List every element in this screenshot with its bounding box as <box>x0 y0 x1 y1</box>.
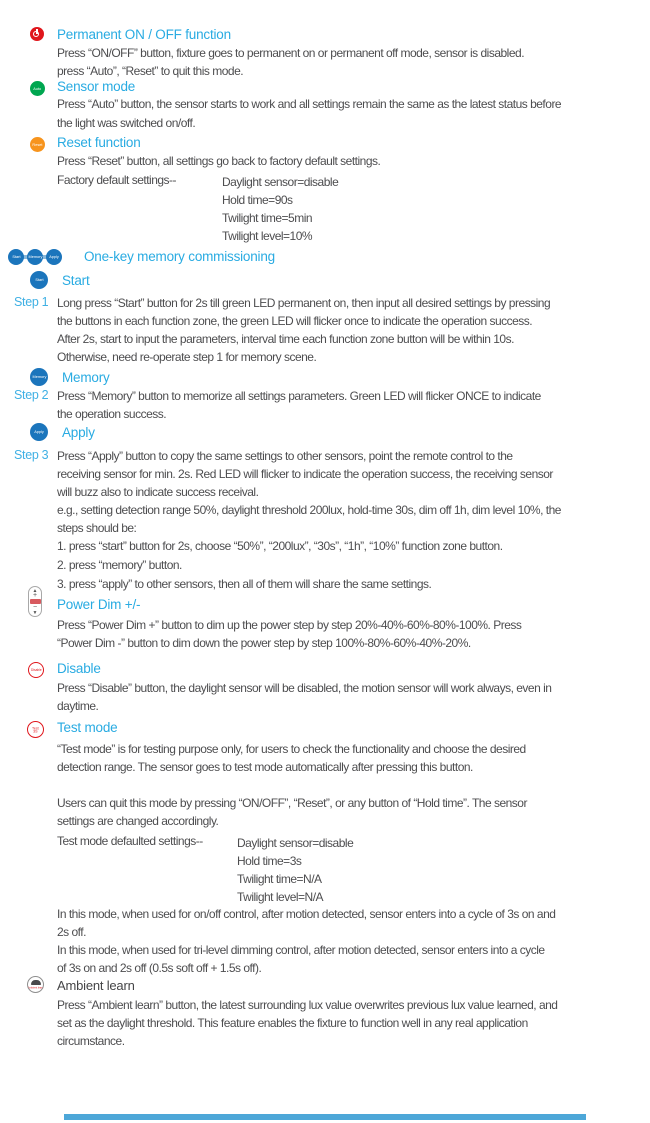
body-line: Otherwise, need re-operate step 1 for memory scene. <box>57 350 317 364</box>
default-value: Hold time=90s <box>222 193 293 207</box>
test-mode-para4 <box>57 941 545 977</box>
heading-ambient-learn: Ambient learn <box>57 978 135 993</box>
footer-accent-bar <box>64 1114 586 1120</box>
memory-icon <box>30 368 48 386</box>
body-line: Press “Memory” button to memorize all settings parameters. Green LED will flicker ONCE to indicate <box>57 389 541 403</box>
test-mode-icon-label <box>32 726 39 732</box>
start-icon-label: Start <box>34 277 44 282</box>
reset-icon-label: Reset <box>32 142 43 147</box>
test-mode-icon <box>27 721 44 738</box>
step-2-body <box>57 387 541 423</box>
step-3-label: Step 3 <box>14 448 49 462</box>
example-step: 1. press “start” button for 2s, choose “50%”, “200lux”, “30s”, “1h”, “10%” function zone button. <box>57 539 503 553</box>
body-line: detection range. The sensor goes to test mode automatically after pressing this button. <box>57 760 473 774</box>
body-line: of 3s on and 2s off (0.5s soft off + 1.5s off). <box>57 961 262 975</box>
test-default-label <box>57 832 203 850</box>
body-line: Factory default settings-- <box>57 173 177 187</box>
body-line: Long press “Start” button for 2s till green LED permanent on, then input all desired settings by pressing <box>57 296 551 310</box>
default-value: Daylight sensor=disable <box>222 175 339 189</box>
auto-icon-label: Auto <box>33 86 42 91</box>
test-default-values <box>237 834 353 906</box>
heading-reset-function: Reset function <box>57 135 141 150</box>
ambient-learn-icon-lens <box>31 980 41 985</box>
body-line: In this mode, when used for on/off control, after motion detected, sensor enters into a cycle of 3s on and <box>57 907 556 921</box>
power-dim-minus: − <box>32 603 38 611</box>
heading-disable: Disable <box>57 661 101 676</box>
memory-icon <box>27 249 43 265</box>
body-line: “Test mode” is for testing purpose only, for users to check the functionality and choose the desired <box>57 742 526 756</box>
start-icon <box>30 271 48 289</box>
default-value: Hold time=3s <box>237 854 302 868</box>
memory-icon-label: Memory <box>28 254 42 259</box>
body-line: daytime. <box>57 699 99 713</box>
default-value: Twilight time=N/A <box>237 872 322 886</box>
power-dim-icon <box>28 586 42 617</box>
step-1-body <box>57 294 550 366</box>
test-label-top: Test <box>32 725 39 730</box>
body-line: the light was switched on/off. <box>57 116 196 130</box>
disable-body <box>57 679 551 715</box>
heading-test-mode: Test mode <box>57 720 118 735</box>
body-line: After 2s, start to input the parameters, interval time each function zone button will be within 10s. <box>57 332 514 346</box>
body-line: “Power Dim -” button to dim down the power step by step 100%-80%-60%-40%-20%. <box>57 636 471 650</box>
test-mode-para2 <box>57 794 527 830</box>
factory-default-label <box>57 171 176 189</box>
body-line: Press “Auto” button, the sensor starts to work and all settings remain the same as the latest status before <box>57 97 562 111</box>
step-2-label: Step 2 <box>14 388 49 402</box>
auto-icon <box>30 81 45 96</box>
default-value: Daylight sensor=disable <box>237 836 354 850</box>
heading-one-key-memory: One-key memory commissioning <box>84 249 275 264</box>
body-line: Test mode defaulted settings-- <box>57 834 203 848</box>
body-line: 2s off. <box>57 925 86 939</box>
test-mode-para1 <box>57 740 526 776</box>
body-line: receiving sensor for min. 2s. Red LED will flicker to indicate the operation success, the receiving sensor <box>57 467 553 481</box>
default-value: Twilight level=10% <box>222 229 313 243</box>
heading-apply: Apply <box>62 425 95 440</box>
start-memory-apply-icons <box>8 249 62 265</box>
power-icon <box>30 27 44 41</box>
apply-icon-label: Apply <box>34 429 44 434</box>
sensor-body <box>57 95 561 133</box>
apply-icon <box>30 423 48 441</box>
body-line: will buzz also to indicate success receival. <box>57 485 259 499</box>
body-line: In this mode, when used for tri-level dimming control, after motion detected, sensor enters into a cycle <box>57 943 545 957</box>
body-line: e.g., setting detection range 50%, daylight threshold 200lux, hold-time 30s, dim off 1h, dim level 10%, the <box>57 503 561 517</box>
step-1-label: Step 1 <box>14 295 49 309</box>
body-line: Press “Disable” button, the daylight sensor will be disabled, the motion sensor will work always, even in <box>57 681 552 695</box>
memory-icon-label: Memory <box>32 374 46 379</box>
apply-icon-label: Apply <box>49 254 59 259</box>
body-line: steps should be: <box>57 521 137 535</box>
power-icon-bar <box>36 29 38 34</box>
body-line: Press “Reset” button, all settings go back to factory default settings. <box>57 154 381 168</box>
body-line: Press “Ambient learn” button, the latest surrounding lux value overwrites previous lux value learned, and <box>57 998 558 1012</box>
reset-body <box>57 152 380 170</box>
body-line: Press “ON/OFF” button, fixture goes to permanent on or permanent off mode, sensor is disabled. <box>57 46 525 60</box>
body-line: settings are changed accordingly. <box>57 814 219 828</box>
power-dim-plus: + <box>32 592 38 600</box>
start-icon <box>8 249 24 265</box>
ambient-learn-icon-label: Ambient learn <box>27 985 44 989</box>
ambient-learn-body <box>57 996 557 1050</box>
power-dim-down-arrow: ▼ <box>32 609 38 616</box>
step-3-body <box>57 447 561 594</box>
body-line: Press “Power Dim +” button to dim up the power step by step 20%-40%-60%-80%-100%. Press <box>57 618 522 632</box>
heading-permanent-on-off: Permanent ON / OFF function <box>57 27 231 42</box>
disable-icon <box>28 662 44 678</box>
default-value: Twilight level=N/A <box>237 890 324 904</box>
body-line: set as the daylight threshold. This feature enables the fixture to function well in any real application <box>57 1016 528 1030</box>
start-icon-label: Start <box>11 254 21 259</box>
power-dim-body <box>57 616 521 652</box>
default-value: Twilight time=5min <box>222 211 313 225</box>
heading-start: Start <box>62 273 90 288</box>
factory-default-values <box>222 173 338 245</box>
body-line: the buttons in each function zone, the green LED will flicker once to indicate the operation success. <box>57 314 533 328</box>
permanent-body <box>57 44 524 80</box>
ambient-learn-icon <box>27 976 44 993</box>
body-line: Users can quit this mode by pressing “ON/OFF”, “Reset”, or any button of “Hold time”. The sensor <box>57 796 527 810</box>
example-step: 3. press “apply” to other sensors, then all of them will share the same settings. <box>57 577 432 591</box>
body-line: circumstance. <box>57 1034 125 1048</box>
test-label-bottom: 3S <box>33 729 38 734</box>
power-dim-up-arrow: ▲ <box>32 587 38 594</box>
body-line: Press “Apply” button to copy the same settings to other sensors, point the remote control to the <box>57 449 513 463</box>
body-line: press “Auto”, “Reset” to quit this mode. <box>57 64 244 78</box>
heading-memory: Memory <box>62 370 110 385</box>
apply-icon <box>46 249 62 265</box>
body-line: the operation success. <box>57 407 167 421</box>
heading-sensor-mode: Sensor mode <box>57 79 136 94</box>
example-step: 2. press “memory” button. <box>57 558 182 572</box>
disable-icon-label: Disable <box>30 668 42 672</box>
heading-power-dim: Power Dim +/- <box>57 597 141 612</box>
reset-icon <box>30 137 45 152</box>
test-mode-para3 <box>57 905 555 941</box>
